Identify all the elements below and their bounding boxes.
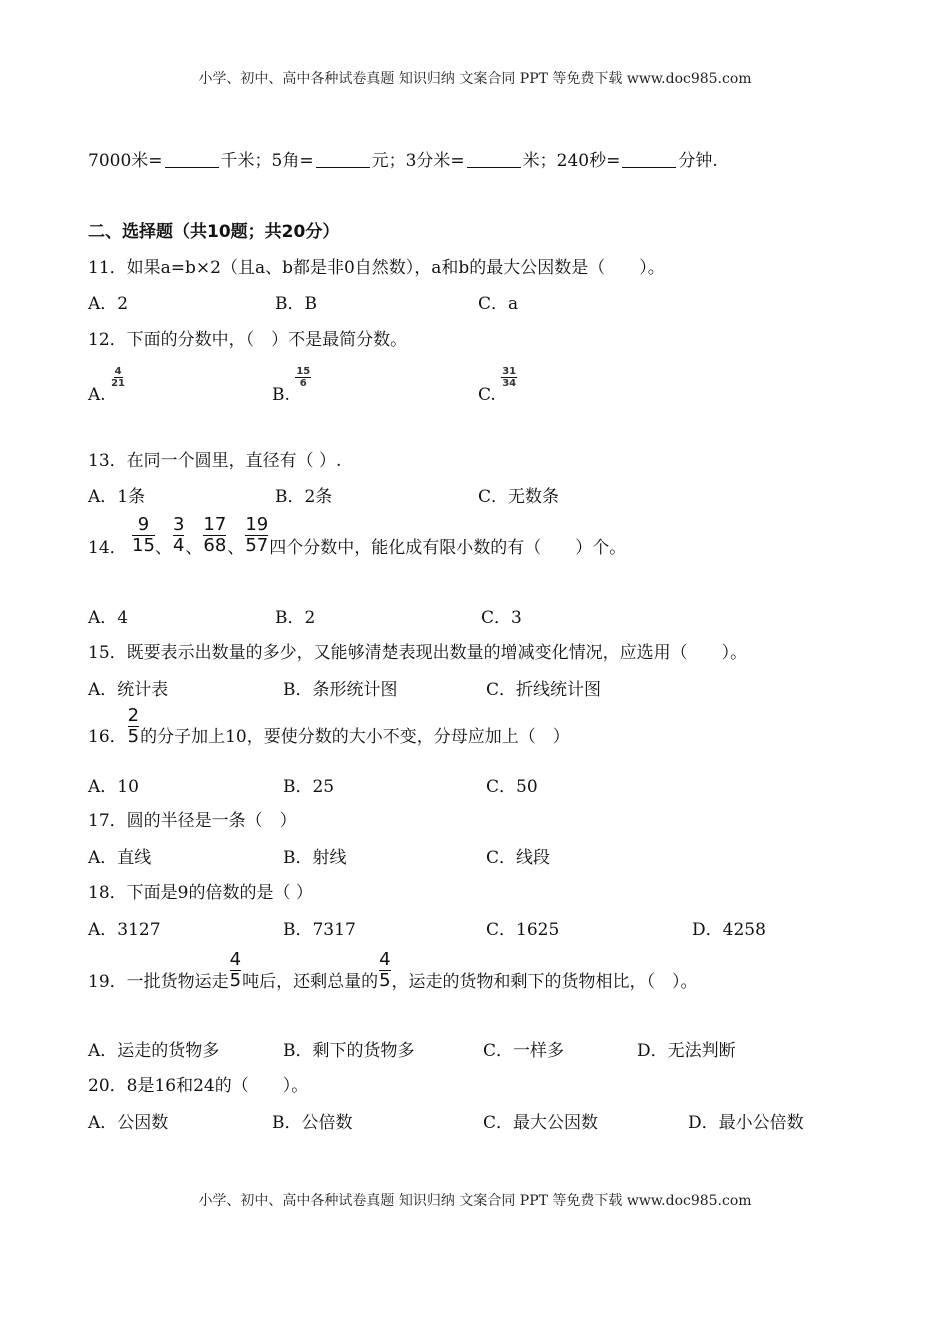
q14-fraction-2: [172, 515, 185, 556]
q14-option-c[interactable]: C．3: [481, 608, 522, 628]
question-20: 20．8是16和24的（ ）。: [88, 1076, 309, 1096]
question-11: 11．如果a=b×2（且a、b都是非0自然数），a和b的最大公因数是（ ）。: [88, 258, 665, 278]
q18-option-c[interactable]: C．1625: [486, 920, 560, 940]
q20-option-a[interactable]: A．公因数: [88, 1113, 169, 1133]
separator: 、: [185, 537, 203, 558]
q16-fraction: [127, 706, 140, 747]
q10-part5: 分钟.: [678, 151, 718, 171]
q19-suffix: ，运走的货物和剩下的货物相比，（ ）。: [391, 971, 698, 992]
section-title: 二、选择题（共10题；共20分）: [88, 222, 340, 242]
q19-mid: 吨后，还剩总量的: [242, 971, 379, 992]
q19-fraction-2: [378, 950, 391, 991]
question-13: 13．在同一个圆里，直径有（ ）.: [88, 451, 342, 471]
numerator: 31: [502, 366, 517, 377]
question-14: [88, 515, 626, 558]
q13-option-c[interactable]: C．无数条: [478, 487, 560, 507]
q20-option-d[interactable]: D．最小公倍数: [688, 1113, 804, 1133]
q15-option-c[interactable]: C．折线统计图: [486, 680, 602, 700]
q11-option-b[interactable]: B．B: [275, 294, 317, 314]
denominator: 5: [379, 969, 391, 991]
q14-prefix: 14．: [88, 537, 127, 558]
q15-option-b[interactable]: B．条形统计图: [283, 680, 398, 700]
question-12: 12．下面的分数中，（ ）不是最简分数。: [88, 330, 408, 350]
q17-option-b[interactable]: B．射线: [283, 848, 347, 868]
numerator: 4: [114, 366, 122, 377]
q12-option-b[interactable]: [272, 366, 311, 405]
q16-option-a[interactable]: A．10: [88, 777, 139, 797]
q20-option-b[interactable]: B．公倍数: [272, 1113, 353, 1133]
page-header: 小学、初中、高中各种试卷真题 知识归纳 文案合同 PPT 等免费下载 www.doc985.com: [198, 71, 752, 87]
q14-option-a[interactable]: A．4: [88, 608, 129, 628]
q19-option-d[interactable]: D．无法判断: [637, 1041, 736, 1061]
q12-a-fraction: [111, 366, 125, 389]
page-footer: 小学、初中、高中各种试卷真题 知识归纳 文案合同 PPT 等免费下载 www.doc985.com: [198, 1193, 752, 1209]
q18-option-b[interactable]: B．7317: [283, 920, 356, 940]
answer-blank[interactable]: [316, 153, 370, 168]
q14-fraction-1: [132, 515, 155, 556]
q19-fraction-1: [229, 950, 242, 991]
q13-option-b[interactable]: B．2条: [275, 487, 333, 507]
numerator: 15: [296, 366, 311, 377]
q16-suffix: 的分子加上10，要使分数的大小不变，分母应加上（ ）: [140, 726, 570, 747]
q11-option-a[interactable]: A．2: [88, 294, 129, 314]
q19-prefix: 19．一批货物运走: [88, 971, 229, 992]
q17-option-c[interactable]: C．线段: [486, 848, 551, 868]
numerator: 9: [137, 514, 150, 535]
q18-option-a[interactable]: A．3127: [88, 920, 161, 940]
denominator: 57: [245, 534, 269, 556]
q14-fraction-4: [244, 515, 269, 556]
separator: 、: [227, 537, 245, 558]
numerator: 17: [203, 514, 227, 535]
denominator: 15: [132, 534, 155, 556]
q10-part1: 7000米=: [88, 151, 163, 171]
q11-option-c[interactable]: C．a: [478, 294, 519, 314]
q14-fraction-3: [202, 515, 227, 556]
numerator: 2: [127, 705, 140, 726]
denominator: 4: [172, 534, 185, 556]
numerator: 3: [172, 514, 185, 535]
question-18: 18．下面是9的倍数的是（ ）: [88, 883, 313, 903]
answer-blank[interactable]: [165, 153, 219, 168]
q12-b-label: B.: [272, 385, 290, 405]
q12-b-fraction: [295, 366, 311, 389]
q12-c-label: C.: [478, 385, 496, 405]
q16-option-b[interactable]: B．25: [283, 777, 335, 797]
answer-blank[interactable]: [622, 153, 676, 168]
q18-option-d[interactable]: D．4258: [692, 920, 766, 940]
q17-option-a[interactable]: A．直线: [88, 848, 152, 868]
q12-a-label: A.: [88, 385, 106, 405]
q14-option-b[interactable]: B．2: [275, 608, 316, 628]
denominator: 21: [111, 378, 126, 389]
q13-option-a[interactable]: A．1条: [88, 487, 146, 507]
q10-part3: 元；3分米=: [371, 151, 465, 171]
q10-part4: 米；240秒=: [522, 151, 621, 171]
denominator: 68: [203, 534, 227, 556]
q19-option-b[interactable]: B．剩下的货物多: [283, 1041, 415, 1061]
separator: 、: [154, 537, 172, 558]
numerator: 4: [379, 949, 391, 970]
denominator: 6: [299, 378, 307, 389]
answer-blank[interactable]: [467, 153, 521, 168]
numerator: 4: [229, 949, 242, 970]
q10-fill-line: [88, 146, 718, 171]
numerator: 19: [245, 514, 269, 535]
question-17: 17．圆的半径是一条（ ）: [88, 811, 297, 831]
q16-option-c[interactable]: C．50: [486, 777, 538, 797]
question-19: [88, 950, 698, 992]
denominator: 5: [229, 969, 242, 991]
q19-option-c[interactable]: C．一样多: [483, 1041, 565, 1061]
denominator: 5: [127, 725, 140, 747]
question-15: 15．既要表示出数量的多少，又能够清楚表现出数量的增减变化情况，应选用（ ）。: [88, 643, 748, 663]
q10-part2: 千米；5角=: [220, 151, 314, 171]
question-16: [88, 706, 570, 747]
q12-option-a[interactable]: [88, 366, 125, 405]
q19-option-a[interactable]: A．运走的货物多: [88, 1041, 220, 1061]
q12-c-fraction: [501, 366, 517, 389]
q12-option-c[interactable]: [478, 366, 517, 405]
q16-prefix: 16．: [88, 726, 127, 747]
q14-suffix: 四个分数中，能化成有限小数的有（ ）个。: [269, 537, 627, 558]
q20-option-c[interactable]: C．最大公因数: [483, 1113, 599, 1133]
denominator: 34: [502, 378, 517, 389]
q15-option-a[interactable]: A．统计表: [88, 680, 169, 700]
